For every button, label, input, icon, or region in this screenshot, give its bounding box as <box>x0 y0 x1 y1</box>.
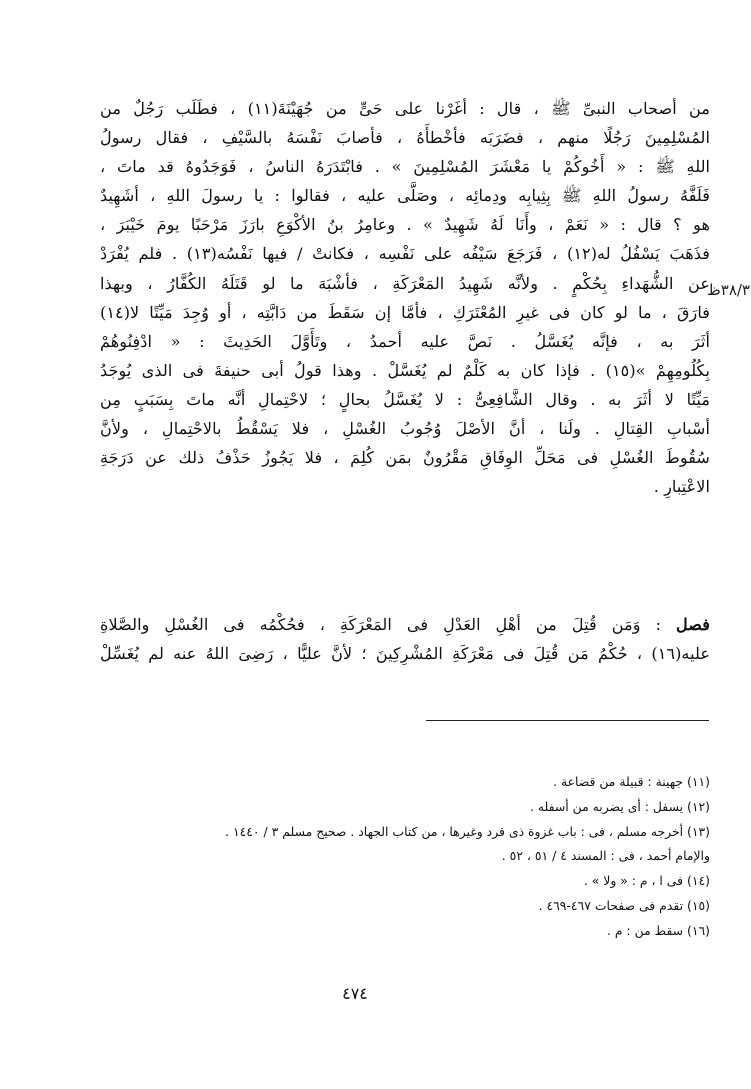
text-line: الاعْتِبارِ . <box>653 477 710 497</box>
footnote: (١٥) تقدم فى صفحات ٤٦٧-٤٦٩ . <box>538 897 710 913</box>
page-number: ٤٧٤ <box>342 984 368 1003</box>
section-heading: فصل <box>675 615 710 634</box>
text-line: عن الشُّهَداءِ بِحُكْمٍ . ولأنَّه شَهِيدُ المَعْرَكَةِ ، فأشْبَهَ ما لو قَتَلَهُ الكُفَّارُ ، وبهذا <box>100 273 710 293</box>
footnote: (١٢) يسفل : أى يضربه من أسفله . <box>530 798 710 814</box>
footnote: (١٦) سقط من : م . <box>607 922 710 938</box>
text-line: اللهِ ﷺ : « أَخُوكُمْ يا مَعْشَرَ المُسْلِمِينَ » . فابْتَدَرَهُ الناسُ ، فَوَجَدُوهُ قد ماتَ ، <box>100 157 710 177</box>
text-line: أثَرَ به ، فإنَّه يُغَسَّلُ . نَصَّ عليه أحمدُ ، وتَأَوَّلَ الحَدِيثَ : « ادْفِنُوهُمْ <box>100 331 710 351</box>
section-line: عليه(١٦) ، حُكْمُ مَن قُتِلَ فى مَعْرَكَةِ المُشْرِكِينَ ؛ لأنَّ عليًّا ، رَضِىَ اللهُ عنه لم يُغَسِّلْ <box>100 644 710 664</box>
text-line: من أصحاب النبىِّ ﷺ ، قال : أغَرْنا على حَىٍّ من جُهَيْنَةَ(١١) ، فطَلَب رَجُلٌ من <box>100 99 710 118</box>
margin-folio-note: ٣٨/٣ظ <box>706 281 750 299</box>
text-line: بِكُلُومِهِمْ »(١٥) . فإذا كان به كَلْمٌ لم يُغَسَّلْ . وهذا قولُ أبى حنيفةَ فى الذى يُوجَدُ <box>100 360 710 380</box>
footnote: (١٤) فى ا ، م : « ولا » . <box>583 873 710 889</box>
section-line-text: : وَمَن قُتِلَ من أهْلِ العَدْلِ فى المَعْرَكَةِ ، فحُكْمُه فى الغُسْلِ والصَّلاةِ <box>100 615 676 634</box>
footnote: (١١) جهينة : قبيلة من قضاعة . <box>553 774 710 789</box>
text-line: سُقُوطَ الغُسْلِ فى مَحَلِّ الوِفَاقِ مَقْرُونٌ بمَن كُلِمَ ، فلا يَجُوزُ حَذْفُ ذلك عن دَرَجَةِ <box>100 448 710 468</box>
text-line: هو ؟ قال : « نَعَمْ ، وأَنَا لَهُ شَهِيدٌ » . وعامِرُ بنُ الأكْوَعِ بارَزَ مَرْحَبًا يومَ خَيْبَرَ ، <box>100 215 710 235</box>
fasl-section <box>100 610 710 668</box>
main-text-block <box>100 94 710 501</box>
text-line: المُسْلِمِينَ رَجُلًا منهم ، فضَرَبَه فأخْطأَهُ ، فأصابَ نَفْسَهُ بالسَّيْفِ ، فقال رسولُ <box>100 128 710 148</box>
footnote-divider <box>426 720 709 721</box>
footnote: (١٣) أخرجه مسلم ، فى : باب غزوة ذى قرد وغيرها ، من كتاب الجهاد . صحيح مسلم ٣ / ١٤٤٠ . <box>225 823 710 839</box>
section-first-line <box>100 610 710 639</box>
text-line: فذَهَبَ يَسْفُلُ له(١٢) ، فَرَجَعَ سَيْفُه على نَفْسِه ، فكانتْ / فيها نَفْسُه(١٣) . فلم يُفْرَدْ <box>100 244 710 264</box>
text-line: فارَقَ ، ما لو كان فى غيرِ المُعْتَرَكِ ، فأمَّا إن سَقَطَ من دَابَّتِه ، أو وُجِدَ مَيِّتًا لا(١٤) <box>100 302 710 322</box>
text-line: فَلَفَّهُ رسولُ اللهِ ﷺ بِثِيابِه ودِمائِه ، وصَلَّى عليه ، فقالوا : يا رسولَ اللهِ ، أشَهِيدٌ <box>100 186 710 206</box>
text-line: أسْبابِ القِتالِ . ولَنا ، أنَّ الأصْلَ وُجُوبُ الغُسْلِ ، فلا يَسْقُطُ بالاحْتِمالِ ، ولأنَّ <box>100 419 710 439</box>
footnotes <box>225 770 710 944</box>
footnote-continuation: والإمام أحمد ، فى : المسند ٤ / ٥١ ، ٥٢ . <box>501 848 710 864</box>
text-line: مَيِّتًا لا أثَرَ به . وقال الشَّافِعِىُّ : لا يُغَسَّلُ بحالٍ ؛ لاحْتِمالِ أنَّه ماتَ بِسَبَبٍ مِن <box>100 389 710 409</box>
